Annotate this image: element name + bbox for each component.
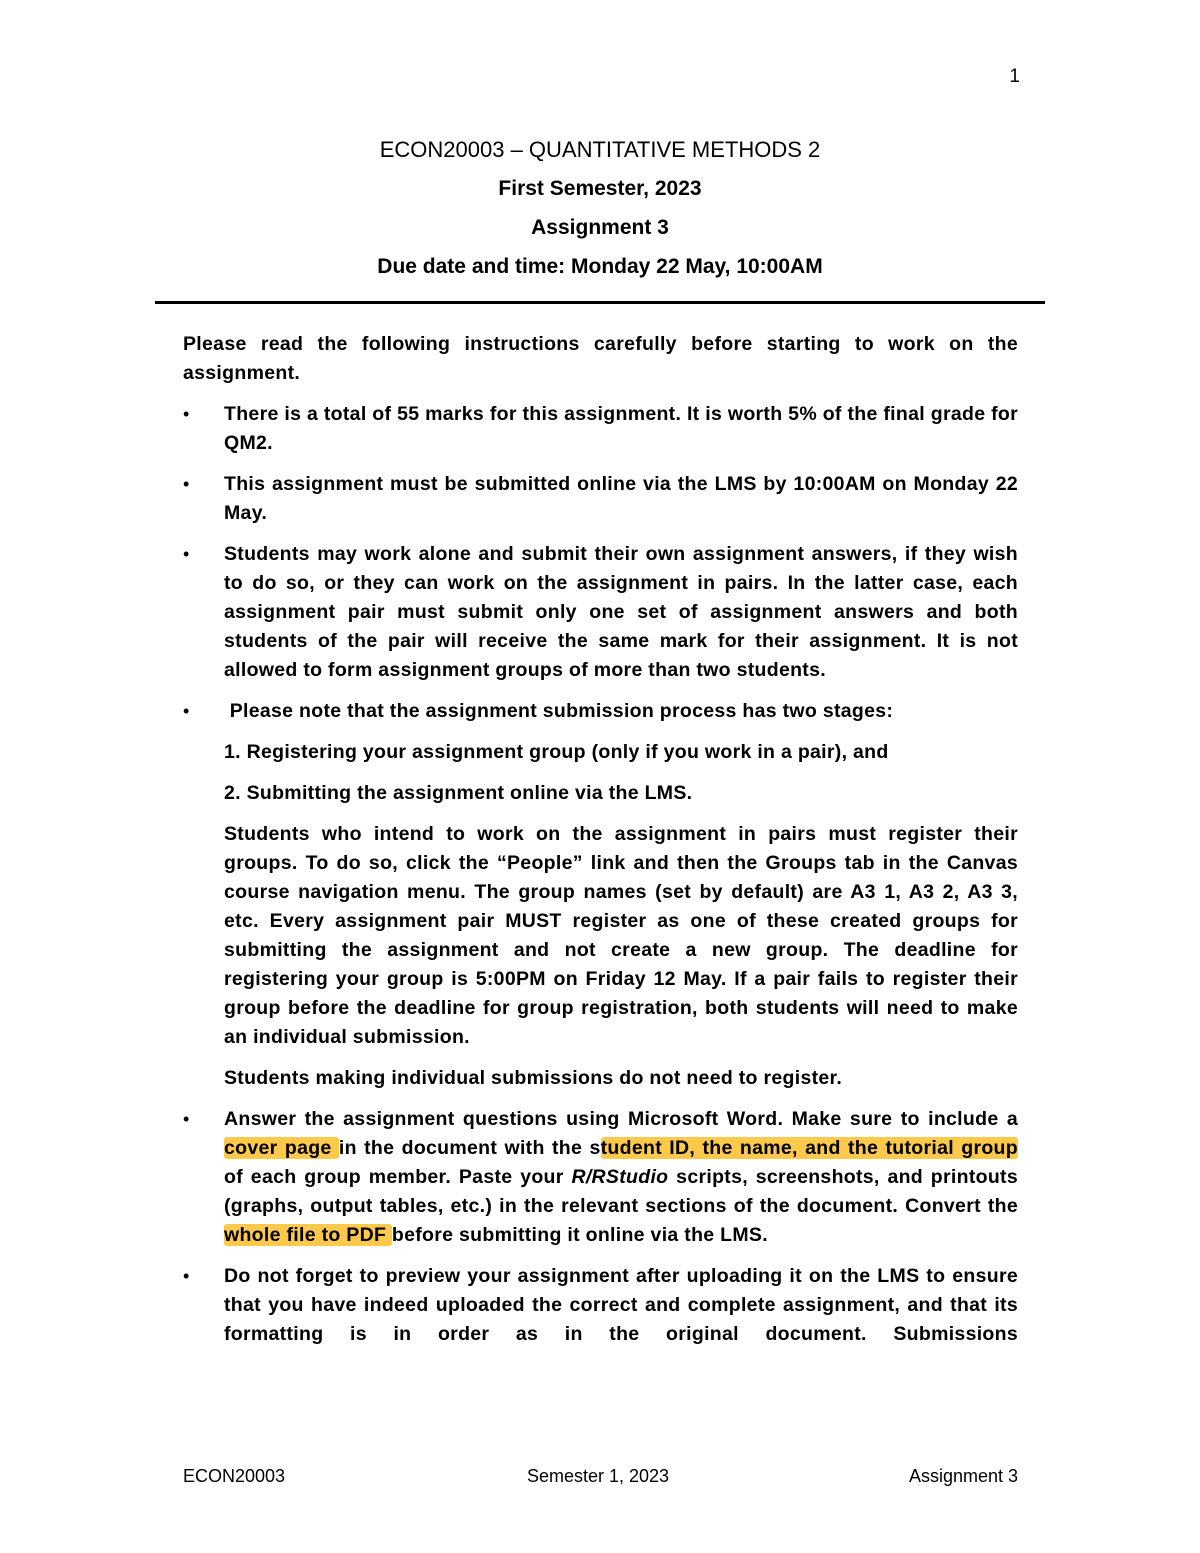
semester-line: First Semester, 2023 <box>498 177 702 200</box>
document-header <box>0 130 1200 286</box>
format-text-4: scripts, screenshots, and printouts (graphs, output tables, etc.) in the relevant sections of the document. Convert the <box>224 1166 1018 1217</box>
instruction-text: Do not forget to preview your assignment after uploading it on the LMS to ensure that you have indeed uploaded the correct and complete assignment, and that its formatting is in order as in the original document. Submissions <box>224 1265 1018 1345</box>
format-text-1: Answer the assignment questions using Microsoft Word. Make sure to include a <box>224 1108 1018 1130</box>
course-title: ECON20003 – QUANTITATIVE METHODS 2 <box>379 137 821 162</box>
due-date-line: Due date and time: Monday 22 May, 10:00AM <box>377 255 823 278</box>
format-text-5: before submitting it online via the LMS. <box>391 1224 768 1246</box>
header-divider <box>155 301 1045 304</box>
instruction-item-marks <box>183 400 1018 458</box>
page-footer <box>183 1466 1018 1490</box>
highlight-student-details: tudent ID, the name, and the tutorial group <box>600 1137 1018 1159</box>
footer-assignment: Assignment 3 <box>908 1466 1018 1486</box>
instruction-item-format <box>183 1105 1018 1250</box>
process-step-1: 1. Registering your assignment group (only if you work in a pair), and <box>224 741 889 763</box>
instruction-text: This assignment must be submitted online via the LMS by 10:00AM on Monday 22 May. <box>224 473 1018 524</box>
instruction-text: There is a total of 55 marks for this assignment. It is worth 5% of the final grade for QM2. <box>224 403 1018 454</box>
instruction-item-submission <box>183 470 1018 528</box>
page-number: 1 <box>1009 66 1020 87</box>
process-lead: • Please note that the assignment submission process has two stages: <box>224 700 894 722</box>
instruction-item-pairs <box>183 540 1018 685</box>
format-text-2: in the document with the s <box>338 1137 601 1159</box>
rstudio-italic: R/RStudio <box>571 1166 669 1188</box>
instruction-item-process <box>183 697 1018 1093</box>
instructions-body <box>183 330 1018 1361</box>
process-step-2: 2. Submitting the assignment online via the LMS. <box>224 782 693 804</box>
footer-semester: Semester 1, 2023 <box>526 1466 670 1486</box>
assignment-title: Assignment 3 <box>531 216 669 239</box>
footer-course-code: ECON20003 <box>183 1466 286 1486</box>
instruction-list <box>183 400 1018 1349</box>
instruction-item-preview <box>183 1262 1018 1349</box>
highlight-cover-page: cover page <box>224 1137 339 1159</box>
format-text-3: of each group member. Paste your <box>224 1166 572 1188</box>
highlight-pdf: whole file to PDF <box>224 1224 392 1246</box>
intro-paragraph: Please read the following instructions carefully before starting to work on the assignment. <box>183 333 1018 384</box>
individual-note: Students making individual submissions do not need to register. <box>224 1067 843 1089</box>
registration-paragraph: Students who intend to work on the assignment in pairs must register their groups. To do so, click the “People” link and then the Groups tab in the Canvas course navigation menu. The group names (set by default) are A3 1, A3 2, A3 3, etc. Every assignment pair MUST register as one of these created groups for submitting the assignment and not create a new group. The deadline for registering your group is 5:00PM on Friday 12 May. If a pair fails to register their group before the deadline for group registration, both students will need to make an individual submission. <box>224 823 1018 1048</box>
instruction-text: Students may work alone and submit their own assignment answers, if they wish to do so, or they can work on the assignment in pairs. In the latter case, each assignment pair must submit only one set of assignment answers and both students of the pair will receive the same mark for their assignment. It is not allowed to form assignment groups of more than two students. <box>224 543 1018 681</box>
